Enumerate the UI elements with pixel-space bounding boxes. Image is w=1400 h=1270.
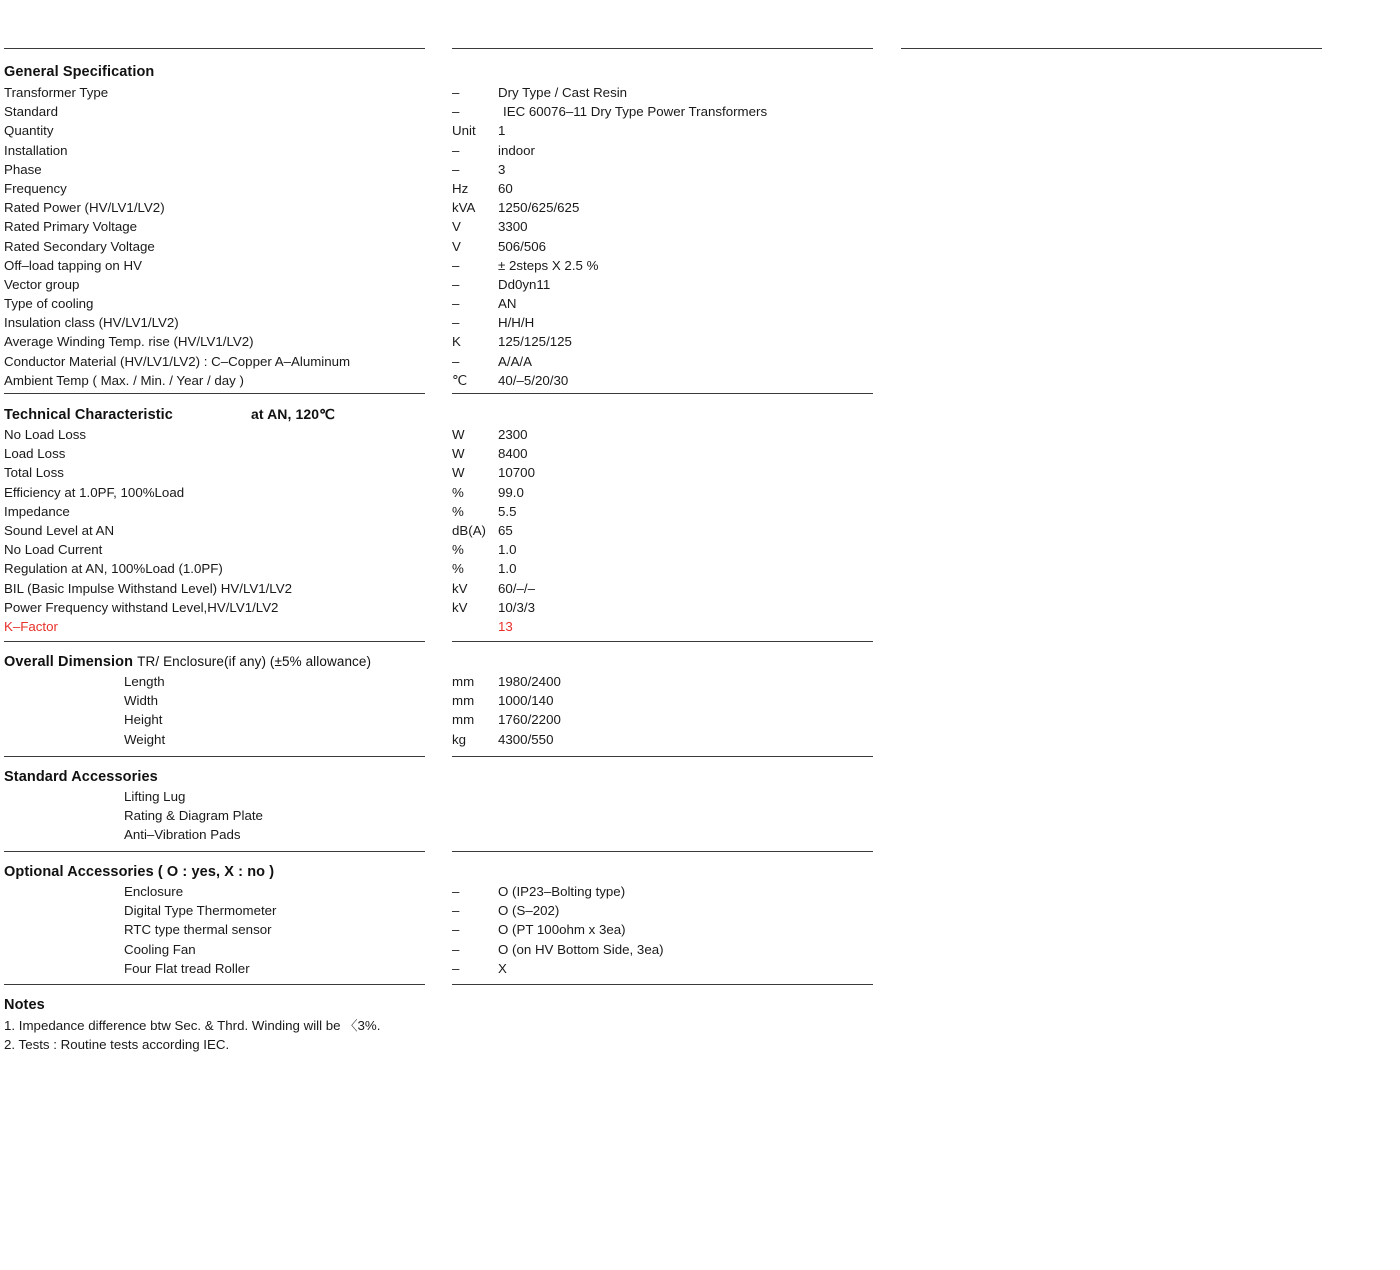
row-label: Rated Primary Voltage [4,219,138,235]
spec-row-bil [0,579,1400,598]
section-general-specification [0,62,1400,390]
spec-row-frequency [0,179,1400,198]
row-label: RTC type thermal sensor [124,922,272,938]
spec-row-off-load-tapping [0,256,1400,275]
row-unit: kg [452,731,467,747]
optional-row-rtc-thermal-sensor [0,920,1400,939]
divider-optional-accessories-mid [452,984,873,985]
row-unit: Unit [452,123,476,139]
row-value: 3 [498,161,506,177]
spec-row-installation [0,141,1400,160]
row-label: Quantity [4,123,54,139]
section-title-optional-accessories: Optional Accessories ( O : yes, X : no ) [4,864,275,880]
section-title-row [0,767,1400,787]
row-label: Standard [4,104,58,120]
top-rule-group [0,48,1400,49]
spec-row-type-of-cooling [0,294,1400,313]
optional-row-cooling-fan [0,940,1400,959]
row-label: Off–load tapping on HV [4,257,142,273]
row-unit: – [452,104,460,120]
row-label: Efficiency at 1.0PF, 100%Load [4,484,185,500]
row-unit: mm [452,712,475,728]
row-label: Four Flat tread Roller [124,960,250,976]
row-unit: % [452,561,464,577]
dimension-row-height [0,710,1400,729]
divider-general-mid [452,393,873,394]
row-unit: – [452,296,460,312]
row-label: Rating & Diagram Plate [124,808,263,824]
spec-row-avg-winding-temp-rise [0,332,1400,351]
dimension-row-length [0,672,1400,691]
row-label: Digital Type Thermometer [124,903,277,919]
accessory-row-lifting-lug [0,787,1400,806]
spec-row-quantity [0,121,1400,140]
spec-row-no-load-current [0,540,1400,559]
row-unit: kV [452,580,468,596]
row-value: 60 [498,180,513,196]
row-label: Vector group [4,276,80,292]
row-value: A/A/A [498,353,532,369]
spec-row-rated-secondary-voltage [0,237,1400,256]
row-unit: – [452,161,460,177]
spec-row-rated-power [0,198,1400,217]
row-value: 4300/550 [498,731,554,747]
row-label: Height [124,712,163,728]
row-value: 8400 [498,446,528,462]
divider-technical-mid [452,641,873,642]
row-unit: mm [452,674,475,689]
row-unit: % [452,503,464,519]
spec-row-k-factor [0,617,1400,636]
optional-row-enclosure [0,882,1400,901]
row-label: Transformer Type [4,85,109,100]
top-rule-column-1 [4,48,425,49]
spec-row-transformer-type [0,83,1400,102]
spec-row-phase [0,160,1400,179]
top-rule-column-2 [452,48,873,49]
row-unit: – [452,353,460,369]
row-value: O (S–202) [498,903,560,919]
section-title-notes: Notes [4,997,45,1013]
row-value: 506/506 [498,238,547,254]
divider-general-left [4,393,425,394]
row-value: AN [498,296,517,312]
section-dimension-subtitle: TR/ Enclosure(if any) (±5% allowance) [137,654,372,669]
section-title-general: General Specification [4,64,155,80]
row-unit: kV [452,599,468,615]
row-unit: W [452,465,465,481]
row-value: 40/–5/20/30 [498,372,569,388]
row-label: Insulation class (HV/LV1/LV2) [4,315,179,331]
row-value: O (PT 100ohm x 3ea) [498,922,626,938]
spec-row-impedance [0,502,1400,521]
spec-row-ambient-temp [0,371,1400,390]
row-value: O (on HV Bottom Side, 3ea) [498,941,664,957]
row-unit: – [452,85,460,100]
section-title-dimension [4,652,371,672]
spec-row-no-load-loss [0,425,1400,444]
row-label: Ambient Temp ( Max. / Min. / Year / day ) [4,372,244,388]
row-label: K–Factor [4,618,58,634]
row-value: Dry Type / Cast Resin [498,85,628,100]
notes-row-1 [0,1016,1400,1035]
row-unit: – [452,922,460,938]
row-value: 125/125/125 [498,334,572,350]
row-unit: W [452,446,465,462]
section-title-row [0,652,1400,672]
section-technical-characteristic [0,404,1400,636]
row-value: 10/3/3 [498,599,535,615]
section-overall-dimension [0,652,1400,749]
spec-row-load-loss [0,444,1400,463]
row-unit: V [452,219,461,235]
row-label: Rated Secondary Voltage [4,238,155,254]
row-unit: dB(A) [452,522,486,538]
dimension-row-weight [0,730,1400,749]
row-unit: % [452,542,464,558]
spec-row-efficiency [0,483,1400,502]
spec-row-vector-group [0,275,1400,294]
divider-dimension-left [4,756,425,757]
row-value: H/H/H [498,315,535,331]
row-value: 10700 [498,465,535,481]
row-value: 1000/140 [498,693,554,709]
spec-row-total-loss [0,463,1400,482]
divider-standard-accessories-left [4,851,425,852]
spec-row-regulation [0,559,1400,578]
section-standard-accessories [0,767,1400,845]
row-value: 99.0 [498,484,524,500]
spec-row-standard [0,102,1400,121]
row-unit: W [452,427,465,442]
divider-standard-accessories-mid [452,851,873,852]
row-value: Dd0yn11 [498,276,551,292]
row-label: Width [124,693,158,709]
row-label: Load Loss [4,446,66,462]
row-unit: K [452,334,461,350]
row-value: O (IP23–Bolting type) [498,884,626,899]
row-value: 65 [498,522,513,538]
spec-row-conductor-material [0,352,1400,371]
row-label: Sound Level at AN [4,522,115,538]
row-unit: V [452,238,461,254]
optional-row-four-flat-tread-roller [0,959,1400,978]
divider-dimension-mid [452,756,873,757]
row-value: indoor [498,142,535,158]
row-label: BIL (Basic Impulse Withstand Level) HV/LV1/LV2 [4,580,292,596]
row-value: ± 2steps X 2.5 % [498,257,599,273]
row-label: Regulation at AN, 100%Load (1.0PF) [4,561,223,577]
spec-row-insulation-class [0,313,1400,332]
section-technical-condition: at AN, 120℃ [250,406,335,422]
row-label: No Load Loss [4,427,87,442]
note-text: 1. Impedance difference btw Sec. & Thrd. Winding will be 〈3%. [4,1018,381,1033]
row-label: Frequency [4,180,67,196]
row-value: X [498,960,507,976]
row-unit: Hz [452,180,469,196]
row-label: Installation [4,142,68,158]
section-title-row [0,862,1400,882]
spec-row-power-frequency-withstand [0,598,1400,617]
row-value: IEC 60076–11 Dry Type Power Transformers [503,104,768,120]
row-value: 1.0 [498,561,517,577]
accessory-row-rating-diagram-plate [0,806,1400,825]
spec-row-rated-primary-voltage [0,217,1400,236]
row-unit: mm [452,693,475,709]
note-text: 2. Tests : Routine tests according IEC. [4,1037,230,1053]
row-value: 1.0 [498,542,517,558]
row-label: Enclosure [124,884,184,899]
row-label: Average Winding Temp. rise (HV/LV1/LV2) [4,334,254,350]
row-value: 5.5 [498,503,517,519]
optional-row-digital-thermometer [0,901,1400,920]
divider-technical-left [4,641,425,642]
row-unit: – [452,903,460,919]
row-unit: % [452,484,464,500]
row-value: 1760/2200 [498,712,561,728]
row-label: Rated Power (HV/LV1/LV2) [4,200,165,216]
row-value: 3300 [498,219,528,235]
row-label: Total Loss [4,465,64,481]
row-label: Power Frequency withstand Level,HV/LV1/LV2 [4,599,279,615]
row-value: 1250/625/625 [498,200,580,216]
row-label: Phase [4,161,42,177]
row-unit: ℃ [452,372,467,388]
accessory-row-anti-vibration-pads [0,825,1400,844]
row-unit: – [452,960,460,976]
dimension-row-width [0,691,1400,710]
row-label: Lifting Lug [124,789,186,804]
row-label: Cooling Fan [124,941,196,957]
section-title-standard-accessories: Standard Accessories [4,769,158,785]
row-value: 60/–/– [498,580,535,596]
row-unit: – [452,142,460,158]
section-title-row [0,995,1400,1015]
section-notes [0,995,1400,1054]
section-title-row [0,404,1400,424]
row-value: 1980/2400 [498,674,561,689]
divider-optional-accessories-left [4,984,425,985]
row-label: Type of cooling [4,296,94,312]
row-unit: – [452,884,460,899]
row-unit: – [452,315,460,331]
row-label: Anti–Vibration Pads [124,827,241,843]
row-label: Conductor Material (HV/LV1/LV2) : C–Copper A–Aluminum [4,353,351,369]
row-unit: – [452,941,460,957]
row-value: 2300 [498,427,528,442]
section-title-dimension-text: Overall Dimension [4,654,134,670]
row-unit: kVA [452,200,476,216]
row-label: Impedance [4,503,70,519]
row-unit: – [452,257,460,273]
row-value: 1 [498,123,506,139]
notes-row-2 [0,1035,1400,1054]
section-title-technical-text: Technical Characteristic [4,407,173,423]
spec-row-sound-level [0,521,1400,540]
section-title-row [0,62,1400,82]
section-optional-accessories [0,862,1400,978]
row-unit: – [452,276,460,292]
top-rule-column-3 [901,48,1322,49]
row-label: Weight [124,731,166,747]
row-label: Length [124,674,165,689]
row-value: 13 [498,618,513,634]
row-label: No Load Current [4,542,103,558]
section-title-technical [4,404,335,425]
